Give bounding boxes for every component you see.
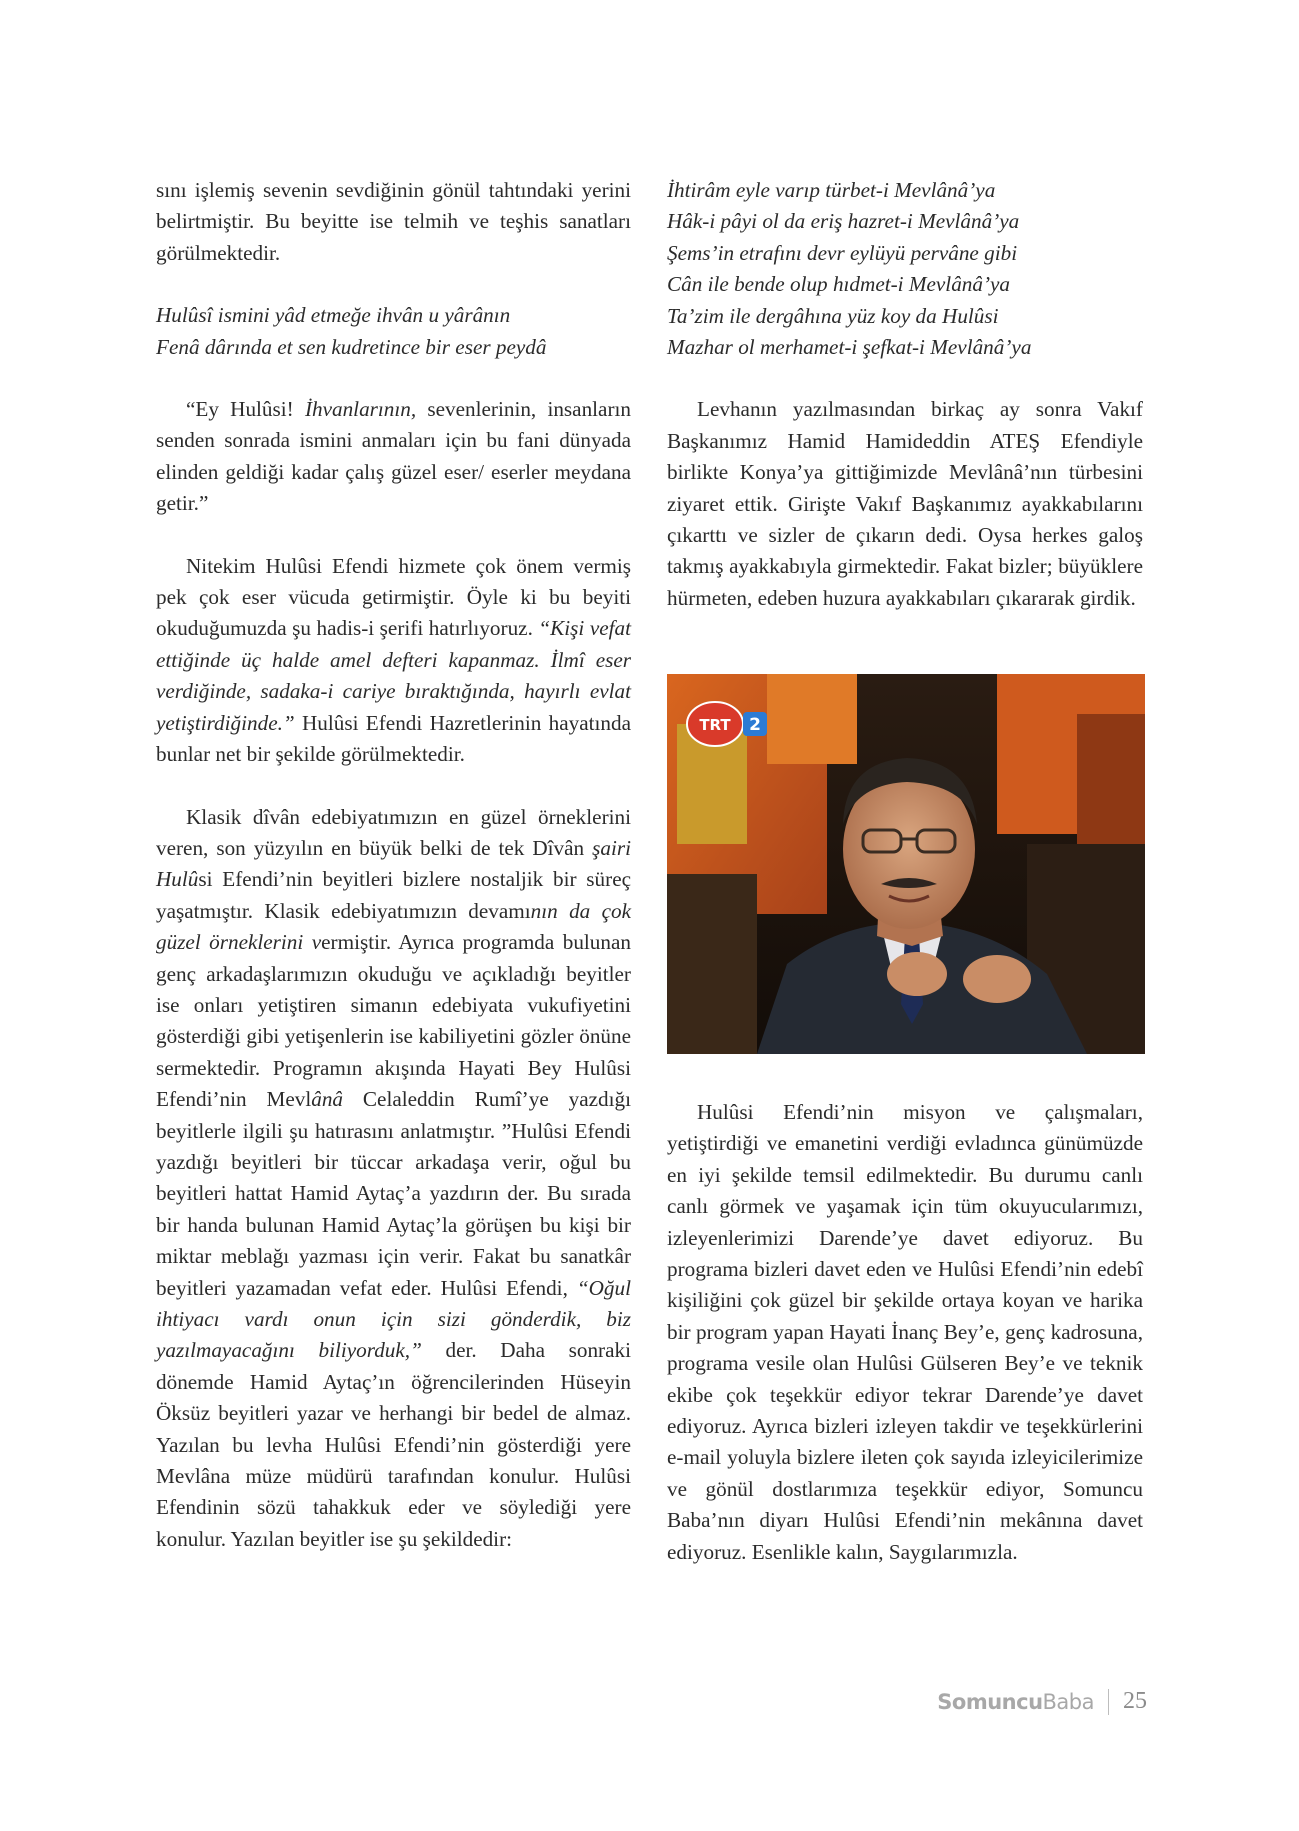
brand-part1: Somuncu — [937, 1689, 1043, 1714]
paragraph: sını işlemiş sevenin sevdiğinin gönül tahtındaki yerini belirtmiştir. Bu beyitte ise telmih ve teşhis sanatları görülmektedir. — [156, 178, 631, 265]
brand-part2: Baba — [1042, 1689, 1094, 1714]
paragraph — [156, 394, 631, 520]
text-run-italic: ânâ — [311, 1087, 344, 1112]
text-run: der. Daha sonraki dönemde Hamid Aytaç’ın öğrencilerinden Hüseyin Öksüz beyitleri yazar ve herhangi bir bedel de almaz. Yazılan bu levha Hulûsi Efendi’nin gösterdiği yere Mevlâna müze müdürü tarafından konulur. Hulûsi Efendinin sözü tahakkuk eder ve söylediği yere konulur. Yazılan beyitler ise şu şekildedir: — [156, 1338, 631, 1551]
brand-logo — [937, 1690, 1094, 1714]
text-run: Klasik dîvân edebiyatımızın en güzel örneklerini veren, son yüzyılın en büyük belki de tek Dîvân — [156, 804, 631, 860]
left-column — [156, 175, 631, 1555]
verse-block — [156, 300, 631, 363]
quote-hadith: “Kişi vefat ettiğinde üç halde amel defteri kapanmaz. İlmî eser verdiğinde, sadaka-i cariye bıraktığında, hayırlı evlat yetiştirdiğinde.” — [156, 616, 631, 735]
verse-line: Şems’in etrafını devr eylüyü pervâne gibi — [667, 240, 1018, 265]
paragraph — [156, 551, 631, 771]
text-run: Celaleddin Rumî’ye yazdığı beyitlerle ilgili şu hatırasını anlatmıştır. ”Hulûsi Efendi yazdığı beyitleri bir tüccar arkadaşa verir, oğul bu beyitleri hattat Hamid Aytaç’a yazdırın der. Bu sırada bir handa bulunan Hamid Aytaç’la görüşen bu kişi bir miktar meblağı yazması için verir. Fakat bu sanatkâr beyitleri yazamadan vefat eder. Hulûsi Efendi, — [156, 1087, 631, 1300]
text-run-italic: şairi Hulû — [156, 835, 631, 892]
svg-text:2: 2 — [749, 715, 761, 735]
text-run: ermiştir. Ayrıca programda bulunan genç arkadaşlarımızın okuduğu ve açıkladığı beyitler ise onları yetiştiren simanın edebiyata vukufiyetini gösterdiği gibi yetişenlerin ise kabiliyetini gözler önüne sermektedir. Programın akışında Hayati Bey Hulûsi Efendi’nin Mevl — [156, 930, 631, 1112]
text-run-italic: İhvanlarının, — [304, 397, 417, 422]
text-run-italic: nın da çok güzel örneklerini v — [156, 898, 631, 955]
footer-divider — [1108, 1689, 1109, 1715]
paragraph: Hulûsi Efendi’nin misyon ve çalışmaları, yetiştirdiği ve emanetini verdiği evladınca günümüzde en iyi şekilde temsil edilmektedir. Bu durumu canlı canlı görmek ve yaşamak için tüm okuyucularımızı, izleyenlerimizi Darende’ye davet ediyoruz. Bu programa bizleri davet eden ve Hulûsi Efendi’nin edebî kişiliğini çok güzel bir şekilde ortaya koyan ve harika bir program yapan Hayati İnanç Bey’e, genç kadrosuna, programa vesile olan Hulûsi Gülseren Bey’e ve teknik ekibe çok teşekkür ediyor tekrar Darende’ye davet ediyoruz. Ayrıca bizleri izleyen takdir ve teşekkürlerini e-mail yoluyla bizlere ileten çok sayıda izleyicilerimize ve gönül dostlarımıza teşekkür ediyor, Somuncu Baba’nın diyarı Hulûsi Efendi’nin mekânına davet ediyoruz. Esenlikle kalın, Saygılarımızla. — [667, 1100, 1143, 1564]
verse-line: Ta’zim ile dergâhına yüz koy da Hulûsi — [667, 303, 999, 328]
verse-line: Hâk-i pâyi ol da eriş hazret-i Mevlânâ’ya — [667, 209, 1020, 234]
verse-line: Mazhar ol merhamet-i şefkat-i Mevlânâ’ya — [667, 335, 1032, 360]
text-run: “Ey Hulûsi! — [186, 397, 305, 422]
quote-italic: “Oğul ihtiyacı vardı onun için sizi gönderdik, biz yazılmayacağını biliyorduk,” — [156, 1275, 631, 1363]
verse-line: Hulûsî ismini yâd etmeğe ihvân u yârânın — [156, 303, 511, 328]
text-run: Hulûsi Efendi Hazretlerinin hayatında bunlar net bir şekilde görülmektedir. — [156, 710, 631, 767]
verse-line: Fenâ dârında et sen kudretince bir eser peydâ — [156, 334, 547, 359]
svg-text:TRT: TRT — [699, 716, 731, 734]
text-run: Nitekim Hulûsi Efendi hizmete çok önem vermiş pek çok eser vücuda getirmiştir. Öyle ki bu beyiti okuduğumuzda şu hadis-i şerifi hatırlıyoruz. — [156, 553, 631, 641]
verse-line: Cân ile bende olup hıdmet-i Mevlânâ’ya — [667, 272, 1011, 297]
verse-line: İhtirâm eyle varıp türbet-i Mevlânâ’ya — [667, 178, 996, 202]
interview-photo — [667, 674, 1145, 1054]
right-column-bottom — [667, 1097, 1143, 1568]
page-footer — [937, 1688, 1147, 1715]
text-run: sevenlerinin, insanların senden sonrada ismini anmaları için bu fani dünyada elinden geldiği kadar çalış güzel eser/ eserler meydana getir.” — [156, 397, 631, 516]
right-column-top — [667, 175, 1143, 614]
page-number: 25 — [1123, 1688, 1147, 1714]
paragraph: Levhanın yazılmasından birkaç ay sonra Vakıf Başkanımız Hamid Hamideddin ATEŞ Efendiyle birlikte Konya’ya gittiğimizde Mevlânâ’nın türbesini ziyaret ettik. Girişte Vakıf Başkanımız ayakkabılarını çıkarttı ve sizler de çıkarın dedi. Oysa herkes galoş takmış ayakkabıyla girmektedir. Fakat bizler; büyüklere hürmeten, edeben huzura ayakkabıları çıkararak girdik. — [667, 397, 1143, 610]
verse-block — [667, 175, 1143, 363]
text-run: si Efendi’nin beyitleri bizlere nostaljik bir süreç yaşatmıştır. Klasik edebiyatımızın devamı — [156, 867, 631, 923]
paragraph — [156, 802, 631, 1556]
